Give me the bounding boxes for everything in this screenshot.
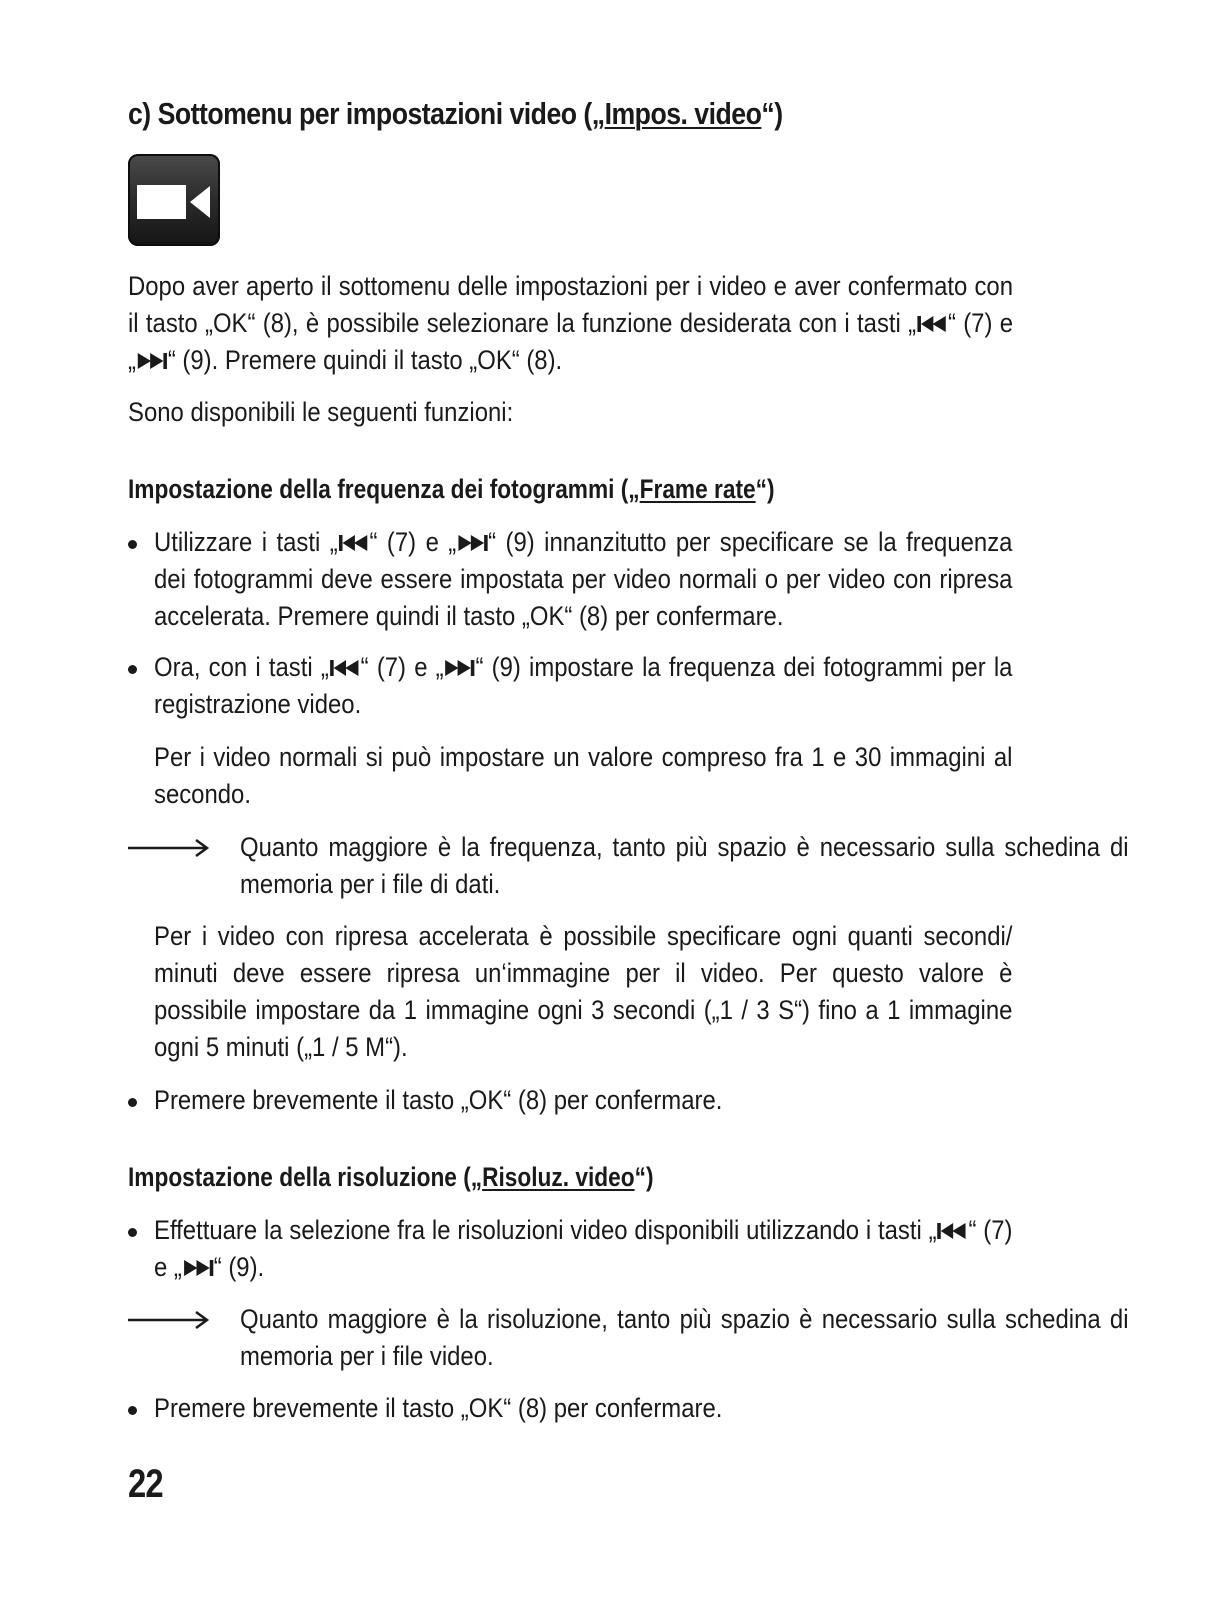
skip-back-icon (916, 314, 948, 334)
bullet-icon (128, 1406, 137, 1415)
normal-video-paragraph: Per i video normali si può impostare un valore compreso fra 1 e 30 immagini al secondo. (154, 742, 1013, 809)
skip-back-icon (329, 658, 361, 678)
frame-rate-note: Quanto maggiore è la frequenza, tanto più spazio è necessario sulla schedina di memoria per i file di dati. (240, 832, 1129, 899)
functions-intro: Sono disponibili le seguenti funzioni: (128, 397, 514, 427)
skip-forward-icon (182, 1258, 214, 1278)
frame-rate-bullet-2: Ora, con i tasti „ “ (7) e „ “ (9) impostare la frequenza dei fotogrammi per la registrazione video. (154, 652, 1013, 719)
accelerated-video-paragraph: Per i video con ripresa accelerata è possibile specificare ogni quanti secondi/ minuti deve essere ripresa un‘immagine per il video. Per questo valore è possibile impostare da 1 immagine ogni 3 secondi („1 / 3 S“) fino a 1 immagine ogni 5 minuti („1 / 5 M“). (154, 921, 1013, 1062)
arrow-right-icon (128, 1310, 210, 1330)
bullet-icon (128, 540, 137, 549)
frame-rate-bullet-1: Utilizzare i tasti „ “ (7) e „ “ (9) innanzitutto per specificare se la frequenza dei fotogrammi deve essere impostata per video normali o per video con ripresa accelerata. Premere quindi il tasto „OK“ (8) per confermare. (154, 527, 1013, 631)
frame-rate-bullet-3: Premere brevemente il tasto „OK“ (8) per confermare. (154, 1085, 723, 1115)
resolution-bullet-1: Effettuare la selezione fra le risoluzioni video disponibili utilizzando i tasti „ “ (7) e „ “ (9). (154, 1215, 1013, 1282)
bullet-icon (128, 1228, 137, 1237)
resolution-menu-name: Risoluz. video (482, 1162, 635, 1192)
page-number: 22 (128, 1462, 163, 1506)
section-title-menu-name: Impos. video (604, 96, 762, 131)
resolution-note: Quanto maggiore è la risoluzione, tanto più spazio è necessario sulla schedina di memoria per i file video. (240, 1304, 1129, 1371)
skip-back-icon (338, 533, 370, 553)
resolution-bullet-2: Premere brevemente il tasto „OK“ (8) per confermare. (154, 1393, 723, 1423)
intro-paragraph: Dopo aver aperto il sottomenu delle impostazioni per i video e aver confermato con il tasto „OK“ (8), è possibile selezionare la funzione desiderata con i tasti „ “ (7) e „ “ (9). Premere quindi il tasto „OK“ (8). (128, 271, 1013, 375)
skip-forward-icon (444, 658, 476, 678)
video-camera-icon (128, 154, 220, 246)
section-title: c) Sottomenu per impostazioni video („Impos. video“) (128, 96, 783, 131)
arrow-right-icon (128, 838, 210, 858)
bullet-icon (128, 1098, 137, 1107)
bullet-icon (128, 665, 137, 674)
frame-rate-menu-name: Frame rate (639, 474, 756, 504)
skip-back-icon (937, 1221, 969, 1241)
resolution-heading: Impostazione della risoluzione („Risoluz. video“) (128, 1162, 654, 1192)
skip-forward-icon (456, 533, 488, 553)
skip-forward-icon (136, 351, 168, 371)
frame-rate-heading: Impostazione della frequenza dei fotogrammi („Frame rate“) (128, 474, 775, 504)
